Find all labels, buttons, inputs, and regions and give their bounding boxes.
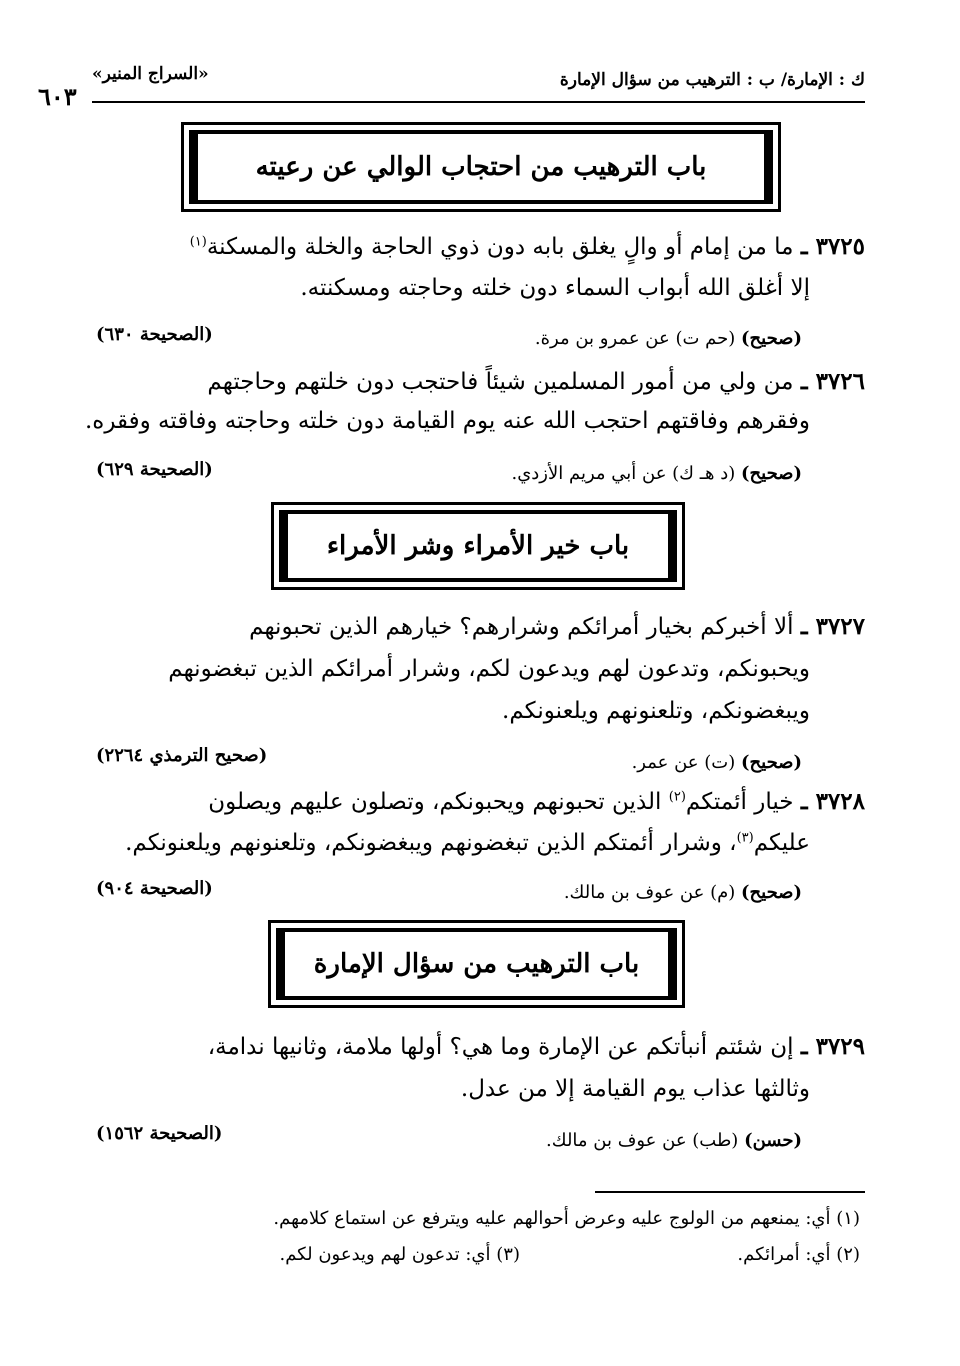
hadith-text: عليكم — [753, 830, 810, 856]
footnote-text: أي: يمنعهم من الولوج عليه وعرض أحوالهم عليه ويترفع عن استماع كلامهم. — [273, 1208, 831, 1229]
footnote-mark: (٣) — [496, 1244, 520, 1265]
hadith-narrator: (م) عن عوف بن مالك. — [563, 882, 736, 903]
footnote — [279, 1244, 520, 1265]
footnote-marker: (٣) — [736, 830, 754, 846]
hadith-reference: (الصحيحة ٩٠٤) — [96, 878, 213, 899]
hadith-source — [535, 328, 802, 349]
hadith-number: ٣٧٢٦ ـ — [800, 368, 865, 395]
hadith-narrator: (ت) عن عمر. — [631, 752, 736, 773]
hadith-text: خيار أئمتكم — [685, 789, 794, 815]
hadith-number: ٣٧٢٥ ـ — [800, 233, 865, 260]
hadith-narrator: (طب) عن عوف بن مالك. — [546, 1130, 739, 1151]
hadith-line — [190, 233, 865, 260]
hadith-reference: (الصحيحة ٦٣٠) — [96, 324, 213, 345]
hadith-grade: (صحيح) — [741, 752, 802, 773]
footnote-marker: (١) — [189, 234, 207, 250]
hadith-line: ويبغضونكم، وتلعنونهم ويلعنونكم. — [502, 698, 810, 724]
hadith-text: إن شئتم أنبأتكم عن الإمارة وما هي؟ أولها ملامة، وثانيها ندامة، — [207, 1034, 794, 1060]
hadith-source — [564, 882, 802, 903]
section-title-box — [268, 920, 685, 1008]
hadith-text: ، وشرار أئمتكم الذين تبغضونهم ويبغضونكم، وتلعنونهم ويلعنونكم. — [125, 830, 737, 856]
running-header-chapter: ك : الإمارة/ ب : الترهيب من سؤال الإمارة — [559, 70, 865, 90]
hadith-reference: (صحيح الترمذي ٢٢٦٤) — [96, 745, 268, 766]
hadith-number: ٣٧٢٧ ـ — [800, 613, 865, 640]
hadith-grade: (صحيح) — [741, 882, 802, 903]
hadith-narrator: (حم ت) عن عمرو بن مرة. — [534, 328, 736, 349]
section-title: باب خير الأمراء وشر الأمراء — [326, 531, 630, 561]
hadith-reference: (الصحيحة ١٥٦٢) — [96, 1123, 223, 1144]
footnote-mark: (١) — [836, 1208, 860, 1229]
hadith-line — [208, 788, 865, 815]
section-title: باب الترهيب من احتجاب الوالي عن رعيته — [255, 152, 707, 182]
hadith-text: من ولي من أمور المسلمين شيئاً فاحتجب دون خلتهم وحاجتهم — [207, 369, 794, 395]
footnote — [737, 1244, 860, 1265]
hadith-reference: (الصحيحة ٦٢٩) — [96, 459, 213, 480]
hadith-narrator: (د هـ ك) عن أبي مريم الأزدي. — [511, 463, 736, 484]
running-header-book: «السراج المنير» — [92, 64, 209, 84]
hadith-text: ما من إمام أو والٍ يغلق بابه دون ذوي الحاجة والخلة والمسكنة — [206, 234, 794, 260]
header-rule — [92, 101, 865, 103]
hadith-number: ٣٧٢٨ ـ — [800, 788, 865, 815]
section-title-box — [181, 122, 781, 212]
page-number: ٦٠٣ — [38, 82, 77, 111]
hadith-line — [249, 613, 865, 640]
footnote-rule — [595, 1191, 865, 1193]
hadith-text: ألا أخبركم بخيار أمرائكم وشرارهم؟ خيارهم الذين تحبونهم — [249, 614, 794, 640]
footnote-text: أي: تدعون لهم ويدعون لكم. — [279, 1244, 491, 1265]
hadith-grade: (صحيح) — [741, 463, 802, 484]
hadith-line — [207, 368, 865, 395]
hadith-line: وفقرهم وفاقتهم احتجب الله عنه يوم القيامة دون خلته وحاجته وفاقته وفقره. — [84, 408, 810, 434]
hadith-line: وثالثها عذاب يوم القيامة إلا من عدل. — [460, 1076, 810, 1102]
hadith-number: ٣٧٢٩ ـ — [800, 1033, 865, 1060]
hadith-grade: (حسن) — [744, 1130, 802, 1151]
footnote-mark: (٢) — [836, 1244, 860, 1265]
hadith-line: ويحبونكم، وتدعون لهم ويدعون لكم، وشرار أمرائكم الذين تبغضونهم — [168, 656, 810, 682]
hadith-source — [511, 463, 802, 484]
hadith-line — [125, 830, 810, 856]
hadith-text: الذين تحبونهم ويحبونكم، وتصلون عليهم ويصلون — [208, 789, 662, 815]
hadith-grade: (صحيح) — [741, 328, 802, 349]
section-title: باب الترهيب من سؤال الإمارة — [313, 949, 640, 979]
footnote — [273, 1208, 860, 1229]
hadith-source — [546, 1130, 802, 1151]
section-title-box — [271, 502, 685, 590]
hadith-source — [632, 752, 802, 773]
hadith-line — [208, 1033, 865, 1060]
hadith-line: إلا أغلق الله أبواب السماء دون خلته وحاجته ومسكنته. — [300, 275, 810, 301]
footnote-marker: (٢) — [668, 789, 686, 805]
footnote-text: أي: أمرائكم. — [737, 1244, 831, 1265]
